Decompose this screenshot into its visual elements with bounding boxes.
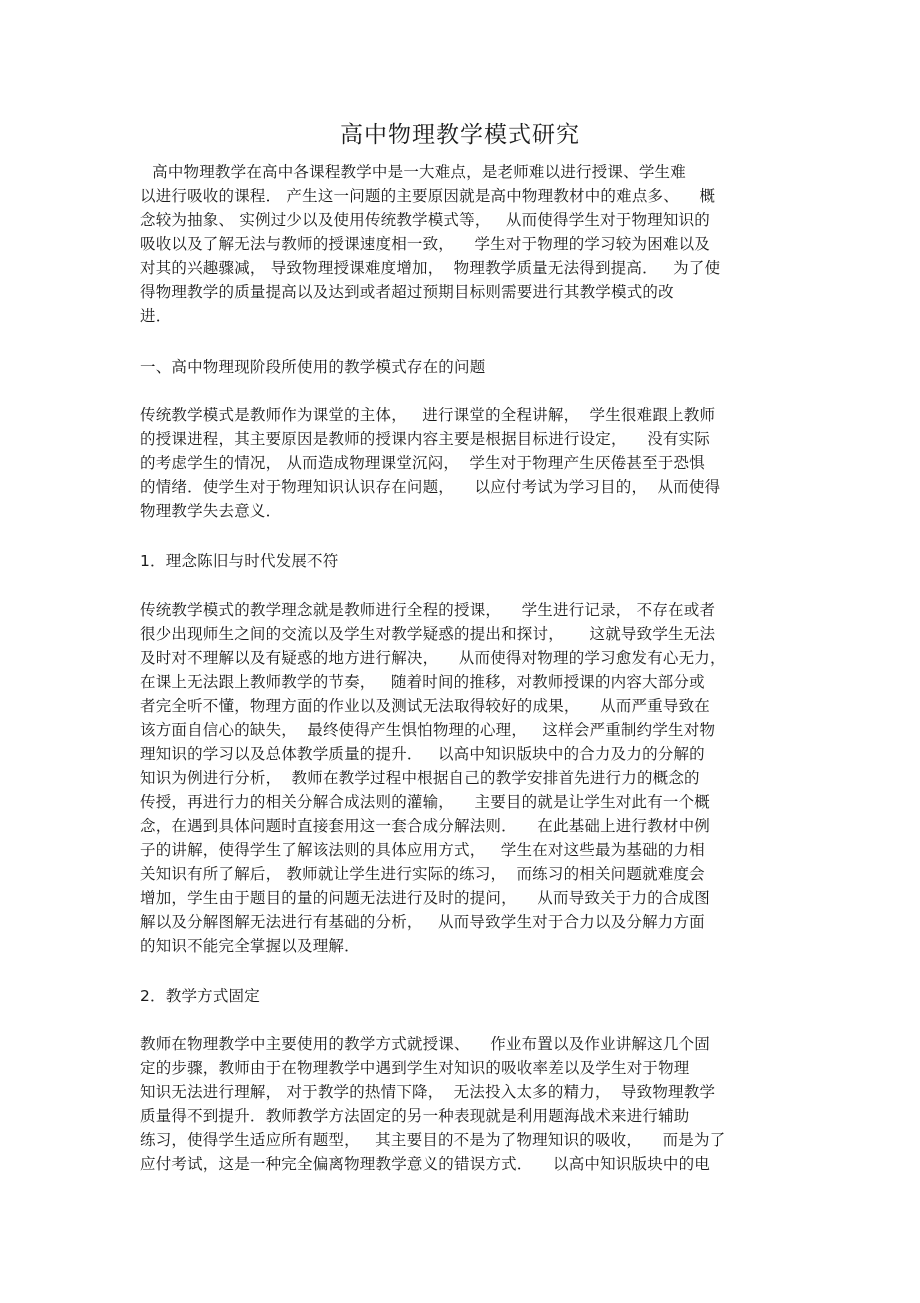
- text-line: 定的步骤，教师由于在物理教学中遇到学生对知识的吸收率差以及学生对于物理: [140, 1059, 690, 1077]
- text-line: 传统教学模式是教师作为课堂的主体， 进行课堂的全程讲解， 学生很难跟上教师: [140, 406, 716, 424]
- text-line: 质量得不到提升．教师教学方法固定的另一种表现就是利用题海战术来进行辅助: [140, 1107, 690, 1125]
- page-title: 高中物理教学模式研究: [340, 122, 580, 148]
- text-line: 应付考试，这是一种完全偏离物理教学意义的错误方式． 以高中知识版块中的电: [140, 1155, 711, 1173]
- text-line: 者完全听不懂，物理方面的作业以及测试无法取得较好的成果， 从而严重导致在: [140, 697, 711, 715]
- text-line: 的情绪．使学生对于物理知识认识存在问题， 以应付考试为学习目的， 从而使得: [140, 478, 721, 496]
- text-line: 进．: [140, 307, 172, 325]
- text-line: 念，在遇到具体问题时直接套用这一套合成分解法则． 在此基础上进行教材中例: [140, 817, 711, 835]
- text-line: 念较为抽象、 实例过少以及使用传统教学模式等， 从而使得学生对于物理知识的: [140, 211, 711, 229]
- text-line: 的考虑学生的情况， 从而造成物理课堂沉闷， 学生对于物理产生厌倦甚至于恐惧: [140, 454, 705, 472]
- text-line: 及时对不理解以及有疑惑的地方进行解决， 从而使得对物理的学习愈发有心无力，: [140, 649, 726, 667]
- text-line: 对其的兴趣骤减， 导致物理授课难度增加， 物理教学质量无法得到提高． 为了使: [140, 259, 721, 277]
- text-line: 关知识有所了解后， 教师就让学生进行实际的练习， 而练习的相关问题就难度会: [140, 865, 705, 883]
- text-line: 得物理教学的质量提高以及达到或者超过预期目标则需要进行其教学模式的改: [140, 283, 674, 301]
- text-line: 传授，再进行力的相关分解合成法则的灌输， 主要目的就是让学生对此有一个概: [140, 793, 711, 811]
- text-line: 该方面自信心的缺失， 最终使得产生惧怕物理的心理， 这样会严重制约学生对物: [140, 721, 716, 739]
- text-line: 解以及分解图解无法进行有基础的分析， 从而导致学生对于合力以及分解力方面: [140, 913, 705, 931]
- text-line: 传统教学模式的教学理念就是教师进行全程的授课， 学生进行记录， 不存在或者: [140, 601, 716, 619]
- section-heading-text: 一、高中物理现阶段所使用的教学模式存在的问题: [140, 358, 486, 376]
- subsection-heading-text: 2．教学方式固定: [140, 987, 260, 1005]
- text-line: 很少出现师生之间的交流以及学生对教学疑惑的提出和探讨， 这就导致学生无法: [140, 625, 716, 643]
- text-line: 知识无法进行理解， 对于教学的热情下降， 无法投入太多的精力， 导致物理教学: [140, 1083, 716, 1101]
- text-line: 的知识不能完全掌握以及理解．: [140, 937, 360, 955]
- text-line: 理知识的学习以及总体教学质量的提升． 以高中知识版块中的合力及力的分解的: [140, 745, 705, 763]
- text-line: 子的讲解，使得学生了解该法则的具体应用方式， 学生在对这些最为基础的力相: [140, 841, 705, 859]
- text-line: 吸收以及了解无法与教师的授课速度相一致， 学生对于物理的学习较为困难以及: [140, 235, 711, 253]
- text-line: 知识为例进行分析， 教师在教学过程中根据自己的教学安排首先进行力的概念的: [140, 769, 700, 787]
- text-line: 练习，使得学生适应所有题型， 其主要目的不是为了物理知识的吸收， 而是为了: [140, 1131, 726, 1149]
- text-line: 物理教学失去意义．: [140, 502, 282, 520]
- text-line: 在课上无法跟上教师教学的节奏， 随着时间的推移，对教师授课的内容大部分或: [140, 673, 705, 691]
- text-line: 的授课进程，其主要原因是教师的授课内容主要是根据目标进行设定， 没有实际: [140, 430, 711, 448]
- text-line: 教师在物理教学中主要使用的教学方式就授课、 作业布置以及作业讲解这几个固: [140, 1035, 711, 1053]
- text-line: 增加，学生由于题目的量的问题无法进行及时的提问， 从而导致关于力的合成图: [140, 889, 711, 907]
- text-line: 以进行吸收的课程． 产生这一问题的主要原因就是高中物理教材中的难点多、 概: [140, 187, 716, 205]
- subsection-heading-text: 1．理念陈旧与时代发展不符: [140, 552, 339, 570]
- text-line: 高中物理教学在高中各课程教学中是一大难点，是老师难以进行授课、学生难: [147, 163, 686, 181]
